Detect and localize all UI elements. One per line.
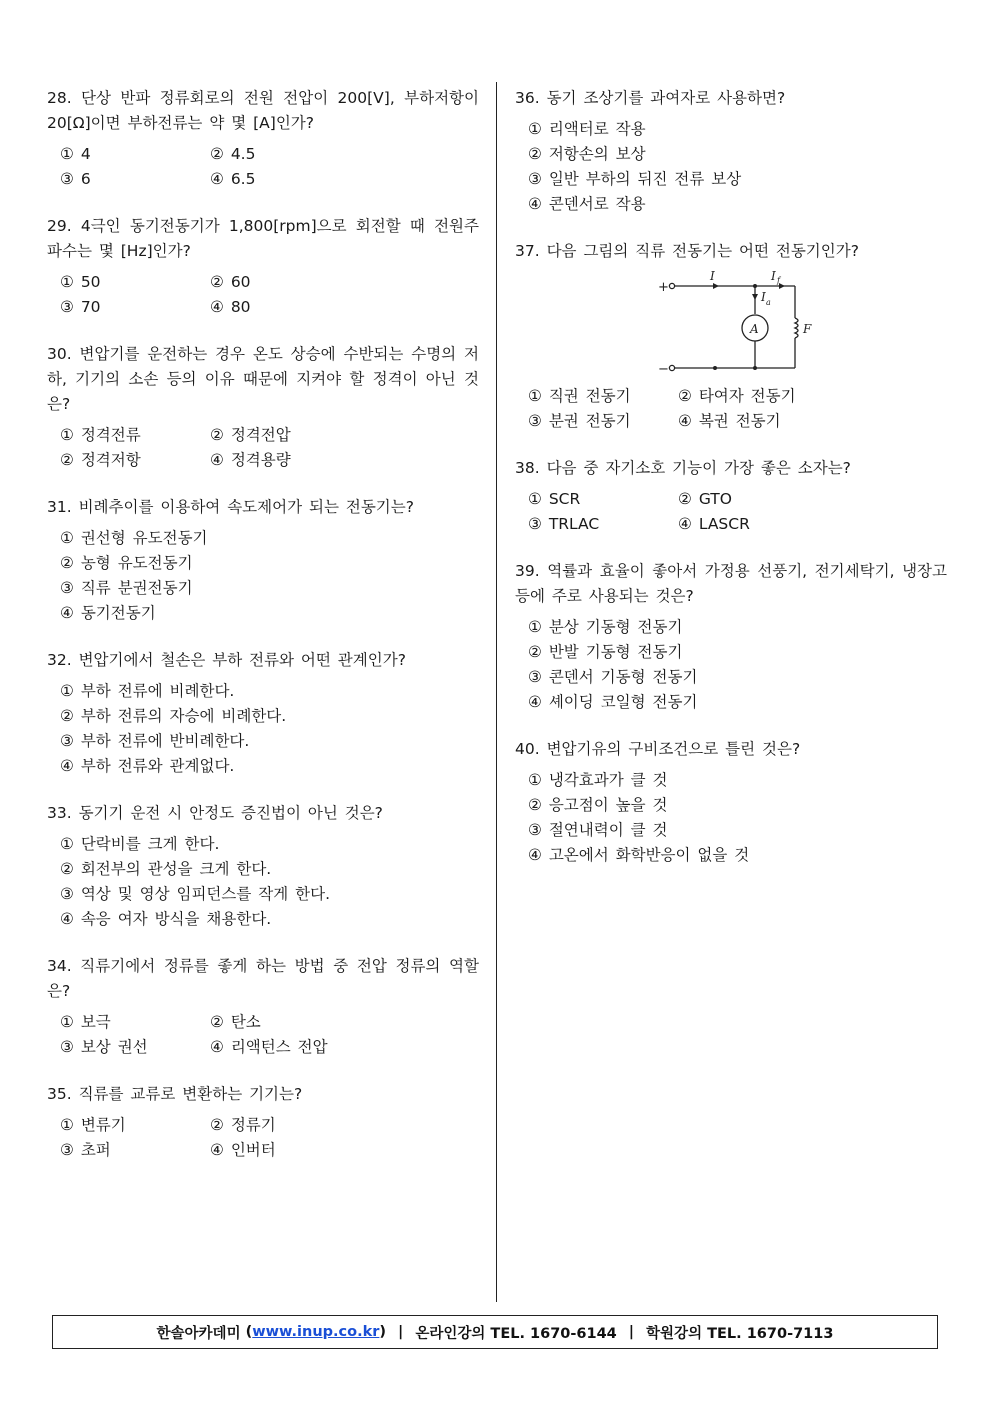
option-2[interactable]: ② 반발 기동형 전동기 <box>528 643 683 661</box>
question-39 <box>515 559 947 715</box>
options <box>47 832 479 932</box>
dc-motor-circuit-icon <box>655 270 855 380</box>
armature-label: A <box>750 322 759 336</box>
option-3[interactable]: ③ 콘덴서 기동형 전동기 <box>528 668 698 686</box>
question-text: 39. 역률과 효율이 좋아서 가정용 선풍기, 전기세탁기, 냉장고 등에 주로 사용되는 것은? <box>515 562 947 605</box>
options <box>47 1113 479 1163</box>
option-1[interactable]: ① 권선형 유도전동기 <box>60 529 208 547</box>
option-4[interactable]: ④ 6.5 <box>210 170 256 188</box>
question-37 <box>515 239 947 434</box>
option-3[interactable]: ③ 초퍼 <box>60 1141 111 1159</box>
question-38 <box>515 456 947 537</box>
option-3[interactable]: ③ 직류 분권전동기 <box>60 579 193 597</box>
option-4[interactable]: ④ 80 <box>210 298 251 316</box>
option-2[interactable]: ② 탄소 <box>210 1013 261 1031</box>
options <box>47 423 479 473</box>
offline-phone: 학원강의 TEL. 1670-7113 <box>646 1325 834 1342</box>
option-1[interactable]: ① SCR <box>528 490 581 508</box>
option-1[interactable]: ① 부하 전류에 비례한다. <box>60 682 235 700</box>
option-3[interactable]: ③ 보상 권선 <box>60 1038 148 1056</box>
left-column <box>47 86 479 1185</box>
question-text: 34. 직류기에서 정류를 좋게 하는 방법 중 전압 정류의 역할은? <box>47 957 479 1000</box>
option-1[interactable]: ① 냉각효과가 클 것 <box>528 771 668 789</box>
question-text: 37. 다음 그림의 직류 전동기는 어떤 전동기인가? <box>515 242 859 260</box>
question-40 <box>515 737 947 868</box>
option-3[interactable]: ③ 분권 전동기 <box>528 412 631 430</box>
question-30 <box>47 342 479 473</box>
academy-link[interactable]: www.inup.co.kr <box>252 1324 380 1340</box>
footer-separator: | <box>628 1324 635 1340</box>
url-open-paren: ( <box>240 1324 253 1340</box>
question-text: 33. 동기기 운전 시 안정도 증진법이 아닌 것은? <box>47 804 383 822</box>
options <box>515 384 947 434</box>
question-33 <box>47 801 479 932</box>
question-text: 35. 직류를 교류로 변환하는 기기는? <box>47 1085 303 1103</box>
question-text: 29. 4극인 동기전동기가 1,800[rpm]으로 회전할 때 전원주파수는 몇 [Hz]인가? <box>47 217 479 260</box>
page-footer <box>52 1315 938 1349</box>
option-2[interactable]: ② 정격전압 <box>210 426 291 444</box>
field-current-subscript: f <box>777 276 780 285</box>
option-1[interactable]: ① 리액터로 작용 <box>528 120 646 138</box>
option-4[interactable]: ④ 콘덴서로 작용 <box>528 195 646 213</box>
option-3[interactable]: ③ 역상 및 영상 임피던스를 작게 한다. <box>60 885 331 903</box>
option-4[interactable]: ④ 부하 전류와 관계없다. <box>60 757 235 775</box>
option-2[interactable]: ② 정류기 <box>210 1116 276 1134</box>
question-28 <box>47 86 479 192</box>
options <box>47 142 479 192</box>
option-4[interactable]: ④ 속응 여자 방식을 채용한다. <box>60 910 272 928</box>
question-text: 30. 변압기를 운전하는 경우 온도 상승에 수반되는 수명의 저하, 기기의 소손 등의 이유 때문에 지켜야 할 정격이 아닌 것은? <box>47 345 479 413</box>
question-text: 28. 단상 반파 정류회로의 전원 전압이 200[V], 부하저항이 20[Ω]이면 부하전류는 약 몇 [A]인가? <box>47 89 479 132</box>
option-4[interactable]: ④ 동기전동기 <box>60 604 156 622</box>
option-4[interactable]: ④ 복권 전동기 <box>678 412 781 430</box>
question-36 <box>515 86 947 217</box>
option-2[interactable]: ② 4.5 <box>210 145 256 163</box>
option-3[interactable]: ③ 70 <box>60 298 101 316</box>
options <box>515 615 947 715</box>
option-1[interactable]: ① 보극 <box>60 1013 111 1031</box>
question-31 <box>47 495 479 626</box>
question-29 <box>47 214 479 320</box>
option-4[interactable]: ④ LASCR <box>678 515 750 533</box>
armature-current-subscript: a <box>766 298 771 307</box>
option-4[interactable]: ④ 고온에서 화학반응이 없을 것 <box>528 846 750 864</box>
option-3[interactable]: ③ 절연내력이 클 것 <box>528 821 668 839</box>
circuit-diagram <box>655 270 855 380</box>
option-3[interactable]: ③ 6 <box>60 170 91 188</box>
question-35 <box>47 1082 479 1163</box>
plus-terminal: + <box>658 280 669 295</box>
options <box>47 679 479 779</box>
option-3[interactable]: ③ 일반 부하의 뒤진 전류 보상 <box>528 170 742 188</box>
option-1[interactable]: ① 변류기 <box>60 1116 126 1134</box>
option-3[interactable]: ③ 부하 전류에 반비례한다. <box>60 732 250 750</box>
option-2[interactable]: ② 타여자 전동기 <box>678 387 796 405</box>
footer-separator: | <box>398 1324 404 1340</box>
minus-terminal: − <box>658 362 669 377</box>
academy-name: 한솔아카데미 <box>156 1325 241 1342</box>
right-column <box>515 86 947 890</box>
option-1[interactable]: ① 4 <box>60 145 91 163</box>
question-text: 32. 변압기에서 철손은 부하 전류와 어떤 관계인가? <box>47 651 406 669</box>
option-1[interactable]: ① 정격전류 <box>60 426 141 444</box>
option-1[interactable]: ① 50 <box>60 273 101 291</box>
option-4[interactable]: ④ 셰이딩 코일형 전동기 <box>528 693 698 711</box>
field-current-label: I <box>771 270 776 283</box>
option-1[interactable]: ① 단락비를 크게 한다. <box>60 835 220 853</box>
options <box>515 487 947 537</box>
option-3[interactable]: ③ TRLAC <box>528 515 600 533</box>
online-phone: 온라인강의 TEL. 1670-6144 <box>415 1325 617 1342</box>
option-1[interactable]: ① 분상 기동형 전동기 <box>528 618 683 636</box>
option-4[interactable]: ④ 인버터 <box>210 1141 276 1159</box>
option-2[interactable]: ② 60 <box>210 273 251 291</box>
options <box>47 1010 479 1060</box>
options <box>47 526 479 626</box>
question-32 <box>47 648 479 779</box>
column-divider <box>496 82 497 1302</box>
option-1[interactable]: ① 직권 전동기 <box>528 387 631 405</box>
options <box>47 270 479 320</box>
question-text: 38. 다음 중 자기소호 기능이 가장 좋은 소자는? <box>515 459 851 477</box>
question-text: 31. 비례추이를 이용하여 속도제어가 되는 전동기는? <box>47 498 414 516</box>
option-3[interactable]: ② 정격저항 <box>60 451 141 469</box>
options <box>515 117 947 217</box>
option-4[interactable]: ④ 정격용량 <box>210 451 291 469</box>
option-2[interactable]: ② 응고점이 높을 것 <box>528 796 668 814</box>
option-4[interactable]: ④ 리액턴스 전압 <box>210 1038 328 1056</box>
option-2[interactable]: ② 회전부의 관성을 크게 한다. <box>60 860 272 878</box>
option-2[interactable]: ② 부하 전류의 자승에 비례한다. <box>60 707 287 725</box>
field-winding-label: F <box>803 322 812 336</box>
options <box>515 768 947 868</box>
question-text: 40. 변압기유의 구비조건으로 틀린 것은? <box>515 740 801 758</box>
question-text: 36. 동기 조상기를 과여자로 사용하면? <box>515 89 786 107</box>
option-2[interactable]: ② GTO <box>678 490 732 508</box>
option-2[interactable]: ② 농형 유도전동기 <box>60 554 193 572</box>
url-close-paren: ) <box>379 1324 387 1340</box>
armature-current-label: I <box>761 290 766 304</box>
question-34 <box>47 954 479 1060</box>
current-total-label: I <box>710 270 715 283</box>
option-2[interactable]: ② 저항손의 보상 <box>528 145 646 163</box>
